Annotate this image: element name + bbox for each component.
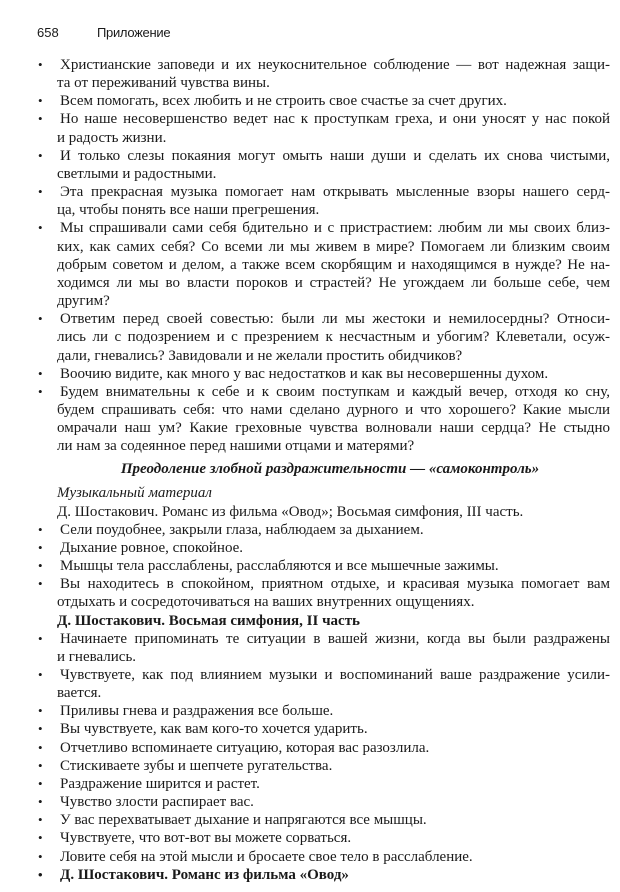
text-line: Ловите себя на этой мысли и бросаете свое тело в расслабление. xyxy=(60,848,473,865)
text-line: Вы находитесь в спокойном, приятном отдыхе, и красивая музыка помогает вам xyxy=(60,576,610,593)
bullet-icon: • xyxy=(38,576,43,592)
text-line: добрым советом и делом, а также всем скорбящим и находящимся в нужде? Не на- xyxy=(57,256,610,273)
page-body xyxy=(0,56,620,884)
bullet-list-item xyxy=(0,757,610,775)
text-line: ходимся ли мы во власти пороков и страстей? Не угождаем ли больше себе, чем xyxy=(57,274,610,291)
bullet-list-item xyxy=(0,720,610,738)
text-line: омрачали наш ум? Какие греховные чувства волновали наши сердца? Не стыдно xyxy=(57,420,610,437)
bullet-list-item xyxy=(0,92,610,110)
text-line: Начинаете припоминать те ситуации в вашей жизни, когда вы были раздражены xyxy=(60,630,610,647)
bullet-icon: • xyxy=(38,558,43,574)
bullet-icon: • xyxy=(38,93,43,109)
text-line: Ответим перед своей совестью: были ли мы жестоки и немилосердны? Относи- xyxy=(60,311,610,328)
section-title: Приложение xyxy=(97,25,171,40)
bullet-icon: • xyxy=(38,703,43,719)
text-line: Д. Шостакович. Романс из фильма «Овод»; Восьмая симфония, III часть. xyxy=(57,503,524,520)
text-line: Сели поудобнее, закрыли глаза, наблюдаем за дыханием. xyxy=(60,521,424,538)
text-line: светлыми и радостными. xyxy=(57,165,217,182)
bullet-icon: • xyxy=(38,630,43,646)
paragraph xyxy=(0,503,610,521)
text-line: Раздражение ширится и растет. xyxy=(60,775,260,792)
paragraph xyxy=(0,612,610,630)
text-line: Христианские заповеди и их неукоснительное соблюдение — вот надежная защи- xyxy=(60,57,610,73)
bullet-icon: • xyxy=(38,775,43,791)
bullet-list-item xyxy=(0,866,610,884)
bullet-list-item xyxy=(0,521,610,539)
text-line: и гневались. xyxy=(57,648,137,665)
bullet-icon: • xyxy=(38,184,43,200)
text-line: та от переживаний чувства вины. xyxy=(57,75,270,92)
text-line: Всем помогать, всех любить и не строить свое счастье за счет других. xyxy=(60,93,507,110)
text-line: Воочию видите, как много у вас недостатков и как вы несовершенны духом. xyxy=(60,365,549,382)
text-line: ца, чтобы понять все наши прегрешения. xyxy=(57,202,320,219)
text-line: Стискиваете зубы и шепчете ругательства. xyxy=(60,757,333,774)
text-line: Д. Шостакович. Восьмая симфония, II часть xyxy=(57,612,360,629)
bullet-list-item xyxy=(0,829,610,847)
text-line: Приливы гнева и раздражения все больше. xyxy=(60,703,334,720)
text-line: Мышцы тела расслаблены, расслабляются и все мышечные зажимы. xyxy=(60,558,499,575)
running-header xyxy=(0,25,620,45)
bullet-icon: • xyxy=(38,848,43,864)
bullet-icon: • xyxy=(38,794,43,810)
bullet-list-item xyxy=(0,110,610,146)
text-line: и радость жизни. xyxy=(57,129,167,146)
bullet-list-item xyxy=(0,183,610,219)
bullet-list-item xyxy=(0,811,610,829)
bullet-icon: • xyxy=(38,111,43,127)
text-line: лись ли с подозрением и с презрением к несчастным и убогим? Клеветали, осуж- xyxy=(57,329,610,346)
text-line: Музыкальный материал xyxy=(57,485,212,502)
bullet-list-item xyxy=(0,383,610,456)
text-line: Вы чувствуете, как вам кого-то хочется ударить. xyxy=(60,721,368,738)
text-line: Чувство злости распирает вас. xyxy=(60,794,254,811)
text-line: Будем внимательны к себе и к своим поступкам и каждый вечер, отходя ко сну, xyxy=(60,383,610,400)
text-line: Но наше несовершенство ведет нас к проступкам греха, и они уносят у нас покой xyxy=(60,111,610,128)
text-line: будем спрашивать себя: что нами сделано дурного и что хорошего? Какие мысли xyxy=(57,401,610,418)
bullet-list-item xyxy=(0,56,610,92)
bullet-list-item xyxy=(0,557,610,575)
bullet-list-item xyxy=(0,793,610,811)
bullet-icon: • xyxy=(38,147,43,163)
bullet-list-item xyxy=(0,702,610,720)
bullet-icon: • xyxy=(38,311,43,327)
text-line: И только слезы покаяния могут омыть наши души и сделать их снова чистыми, xyxy=(60,147,610,164)
paragraph xyxy=(0,484,610,502)
text-line: отдыхать и сосредоточиваться на ваших внутренних ощущениях. xyxy=(57,594,475,611)
text-line: Мы спрашивали сами себя бдительно и с пристрастием: любим ли мы своих близ- xyxy=(60,220,610,237)
text-line: другим? xyxy=(57,293,110,310)
bullet-list-item xyxy=(0,848,610,866)
bullet-icon: • xyxy=(38,57,43,72)
bullet-list-item xyxy=(0,147,610,183)
bullet-icon: • xyxy=(38,757,43,773)
bullet-list-item xyxy=(0,539,610,557)
text-line: У вас перехватывает дыхание и напрягаются все мышцы. xyxy=(60,812,427,829)
bullet-list-item xyxy=(0,219,610,310)
text-line: Эта прекрасная музыка помогает нам открывать мысленные взоры нашего серд- xyxy=(60,184,610,201)
bullet-list-item xyxy=(0,575,610,611)
page-number: 658 xyxy=(37,25,59,40)
bullet-list-item xyxy=(0,630,610,666)
text-line: вается. xyxy=(57,685,102,702)
bullet-icon: • xyxy=(38,721,43,737)
bullet-icon: • xyxy=(38,866,43,882)
bullet-list-item xyxy=(0,310,610,364)
bullet-list-item xyxy=(0,365,610,383)
bullet-icon: • xyxy=(38,667,43,682)
bullet-icon: • xyxy=(38,383,43,399)
bullet-list-item xyxy=(0,666,610,702)
text-line: Чувствуете, как под влиянием музыки и воспоминаний ваше раздражение усили- xyxy=(60,667,610,683)
bullet-list-item xyxy=(0,739,610,757)
bullet-list-item xyxy=(0,775,610,793)
bullet-icon: • xyxy=(38,521,43,537)
bullet-icon: • xyxy=(38,365,43,381)
text-line: дали, гневались? Завидовали и не желали простить обидчиков? xyxy=(57,347,463,364)
text-line: Отчетливо вспоминаете ситуацию, которая вас разозлила. xyxy=(60,739,430,756)
bullet-icon: • xyxy=(38,739,43,755)
bullet-icon: • xyxy=(38,220,43,236)
bullet-icon: • xyxy=(38,830,43,846)
text-line: Д. Шостакович. Романс из фильма «Овод» xyxy=(60,866,349,883)
text-line: Дыхание ровное, спокойное. xyxy=(60,539,244,556)
text-line: ли нам за содеянное перед нашими отцами и матерями? xyxy=(57,438,415,455)
text-line: ких, как самих себя? Со всеми ли мы живем в мире? Помогаем ли близким своим xyxy=(57,238,610,255)
text-line: Чувствуете, что вот-вот вы можете сорваться. xyxy=(60,830,352,847)
bullet-icon: • xyxy=(38,539,43,555)
bullet-icon: • xyxy=(38,812,43,828)
section-heading: Преодоление злобной раздражительности — «самоконтроль» xyxy=(120,461,540,478)
